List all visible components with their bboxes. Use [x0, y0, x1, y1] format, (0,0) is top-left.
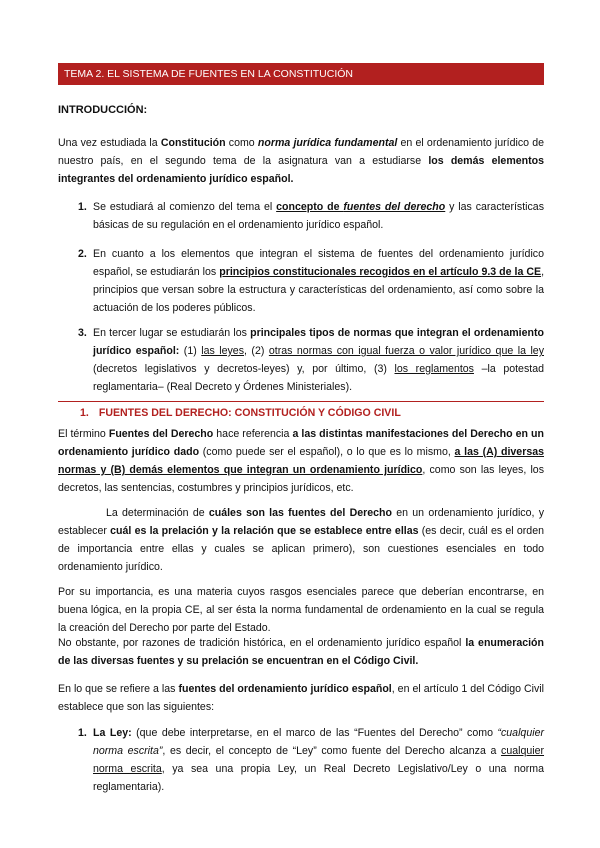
document-title: TEMA 2. EL SISTEMA DE FUENTES EN LA CONSTITUCIÓN: [58, 63, 544, 85]
intro-heading: INTRODUCCIÓN:: [58, 104, 148, 116]
section-paragraph-2: La determinación de cuáles son las fuentes del Derecho en un ordenamiento jurídico, y establecer cuál es la prelación y la relación que se establece entre ellas (es decir, cuál es el orden de importancia entre ellas y cuales se aplican primero), son cuestiones esenciales en todo ordenamiento jurídico.: [58, 507, 544, 573]
intro-list-item-3: 3. En tercer lugar se estudiarán los principales tipos de normas que integran el ordenamiento jurídico español: (1) las leyes, (2) otras normas con igual fuerza o valor jurídico que la ley (decretos legislativos y decretos-leyes) y, por último, (3) los reglamentos –la potestad reglamentaria– (Real Decreto y Órdenes Ministeriales).: [78, 327, 544, 393]
section-heading: 1. FUENTES DEL DERECHO: CONSTITUCIÓN Y CÓDIGO CIVIL: [58, 401, 544, 419]
section-paragraph-5: En lo que se refiere a las fuentes del ordenamiento jurídico español, en el artículo 1 del Código Civil establece que son las siguientes:: [58, 683, 544, 713]
section-paragraph-4: No obstante, por razones de tradición histórica, en el ordenamiento jurídico español la enumeración de las diversas fuentes y su prelación se encuentran en el Código Civil.: [58, 637, 544, 667]
sources-list-item-1: 1. La Ley: (que debe interpretarse, en el marco de las “Fuentes del Derecho” como “cualquier norma escrita”, es decir, el concepto de “Ley” como fuente del Derecho alcanza a cualquier norma escrita, ya sea una propia Ley, un Real Decreto Legislativo/Ley o una norma reglamentaria).: [78, 727, 545, 793]
section-paragraph-3: Por su importancia, es una materia cuyos rasgos esenciales parece que deberían encontrarse, en buena lógica, en la propia CE, al ser ésta la norma fundamental de ordenamiento en la cual se regula la creación del Derecho por parte del Estado.: [58, 586, 544, 634]
section-paragraph-1: El término Fuentes del Derecho hace referencia a las distintas manifestaciones del Derecho en un ordenamiento jurídico dado (como puede ser el español), o lo que es lo mismo, a las (A) diversas normas y (B) demás elementos que integran un ordenamiento jurídico, como son las leyes, los decretos, las sentencias, costumbres y principios jurídicos, etc.: [58, 428, 544, 494]
intro-list-item-1: 1. Se estudiará al comienzo del tema el concepto de fuentes del derecho y las características básicas de su regulación en el ordenamiento jurídico español.: [78, 201, 544, 231]
intro-paragraph: Una vez estudiada la Constitución como norma jurídica fundamental en el ordenamiento jurídico de nuestro país, en el segundo tema de la asignatura van a estudiarse los demás elementos integrantes del ordenamiento jurídico español.: [58, 137, 545, 185]
intro-list-item-2: 2. En cuanto a los elementos que integran el sistema de fuentes del ordenamiento jurídico español, se estudiarán los principios constitucionales recogidos en el artículo 9.3 de la CE, principios que versan sobre la estructura y características del ordenamiento, así como sobre la actuación de los poderes públicos.: [78, 248, 545, 314]
